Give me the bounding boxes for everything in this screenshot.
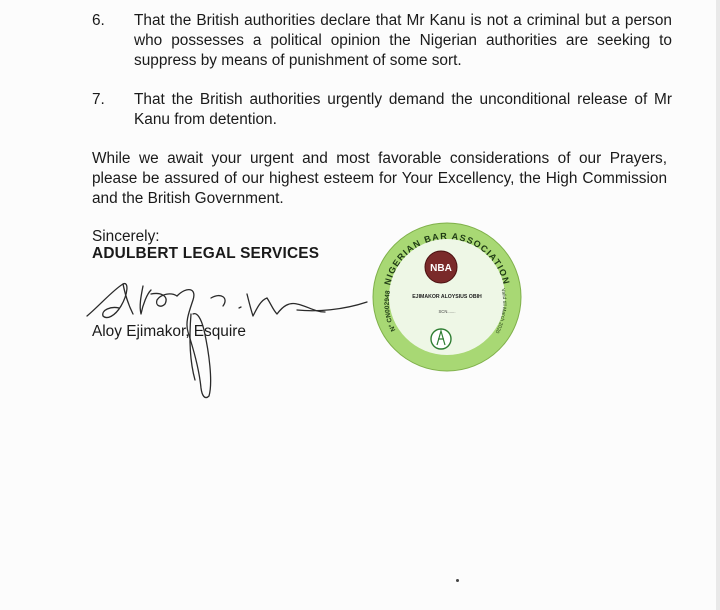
prayer-number: 6. [92,12,105,29]
prayer-text: That the British authorities urgently demand the unconditional release of Mr Kanu from detention. [134,91,672,128]
seal-member-name: EJIMAKOR ALOYSIUS OBIH [412,294,482,300]
page-dot [456,579,459,582]
prayer-number: 7. [92,91,105,108]
firm-name: ADULBERT LEGAL SERVICES [92,245,320,262]
seal-number: N° CN002948 [383,290,398,333]
seal-emblem-icon [431,329,451,349]
prayer-text: That the British authorities declare that Mr Kanu is not a criminal but a person who possesses a political opinion the Nigerian authorities are seeking to suppress by means of punishment of some sort. [134,12,672,69]
closing-paragraph: While we await your urgent and most favorable considerations of our Prayers, please be assured of our highest esteem for Your Excellency, the High Commission and the British Government. [92,150,667,207]
seal-arc-text: NIGERIAN BAR ASSOCIATION [382,230,512,287]
nba-badge-text: NBA [430,263,452,274]
prayer-item [92,11,672,71]
prayer-item [92,90,672,130]
sign-off: Sincerely: [92,228,160,245]
seal-enrolment: SCN....... [438,309,456,314]
seal-validity: Valid till March 2020 [493,287,508,335]
page-edge [716,0,720,610]
signer-name: Aloy Ejimakor, Esquire [92,323,246,340]
handwritten-signature [85,272,375,407]
bar-association-seal [371,221,523,373]
